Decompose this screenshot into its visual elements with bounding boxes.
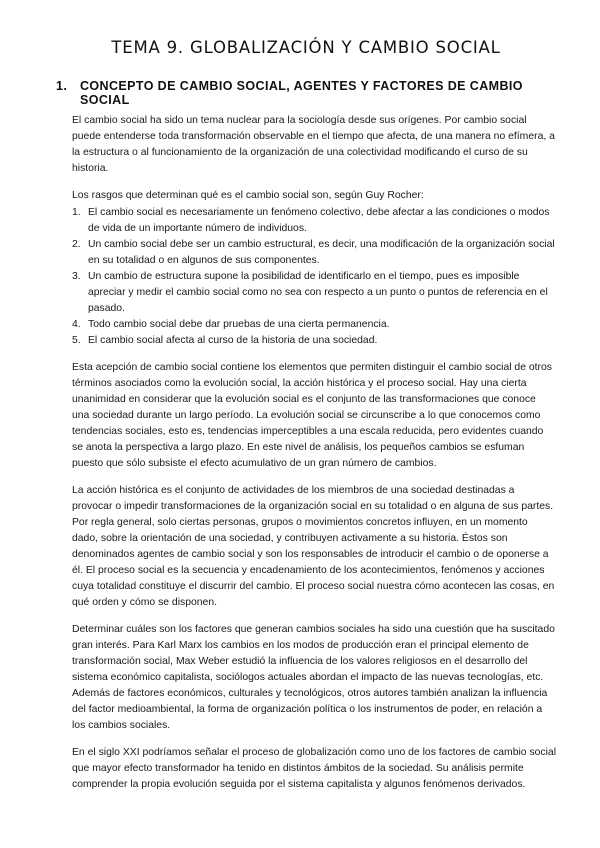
list-item — [72, 333, 556, 349]
list-item — [72, 269, 556, 317]
list-intro: Los rasgos que determinan qué es el cambio social son, según Guy Rocher: — [72, 190, 424, 201]
list-item-text: El cambio social es necesariamente un fenómeno colectivo, debe afectar a las condiciones o modos de vida de un importante número de individuos. — [88, 207, 550, 234]
list-item — [72, 237, 556, 269]
list-item-text: Un cambio de estructura supone la posibilidad de identificarlo en el tiempo, pues es imposible apreciar y medir el cambio social como no sea con respecto a un punto o puntos de referencia en el pasado. — [88, 271, 548, 314]
list-item — [72, 205, 556, 237]
list-item-number: 2. — [72, 239, 81, 250]
paragraph-factors: Determinar cuáles son los factores que generan cambios sociales ha sido una cuestión que ha suscitado gran interés. Para Karl Marx los cambios en los modos de producción eran el principal elemento de transformación social, Max Weber estudió la influencia de los valores religiosos en el desarrollo del sistema económico capitalista, sociólogos actuales abordan el impacto de las nuevas tecnologías, etc. Además de factores económicos, culturales y tecnológicos, otros autores también analizan la influencia del factor medioambiental, la forma de organización política o los instrumentos de poder, en relación a los cambios sociales. — [72, 624, 555, 731]
list-item-text: Todo cambio social debe dar pruebas de una cierta permanencia. — [88, 319, 390, 330]
list-item-number: 3. — [72, 271, 81, 282]
features-list — [72, 205, 556, 349]
list-item-number: 4. — [72, 319, 81, 330]
paragraph-definition: El cambio social ha sido un tema nuclear para la sociología desde sus orígenes. Por cambio social puede entenderse toda transformación observable en el tiempo que afecta, de una manera no efímera, a la estructura o al funcionamiento de la organización de una colectividad modificando el curso de su historia. — [72, 115, 555, 174]
list-item-number: 1. — [72, 207, 81, 218]
section-number: 1. — [56, 79, 68, 93]
section-heading — [56, 79, 556, 107]
paragraph-evolution: Esta acepción de cambio social contiene los elementos que permiten distinguir el cambio social de otros términos asociados como la evolución social, la acción histórica y el proceso social. Hay una cierta unanimidad en considerar que la evolución social es el conjunto de las transformaciones que conoce una sociedad durante un largo período. La evolución social se circunscribe a lo que conocemos como tendencias sociales, esto es, tendencias imperceptibles a una escala reducida, pero evidentes cuando se anota la perspectiva a largo plazo. En este nivel de análisis, los pequeños cambios se esfuman puesto que sólo subsiste el efecto acumulativo de un gran número de cambios. — [72, 362, 552, 469]
page-title: TEMA 9. GLOBALIZACIÓN Y CAMBIO SOCIAL — [111, 38, 501, 57]
list-item-text: Un cambio social debe ser un cambio estructural, es decir, una modificación de la organización social en su totalidad o en algunos de sus componentes. — [88, 239, 555, 266]
section-heading-text: CONCEPTO DE CAMBIO SOCIAL, AGENTES Y FACTORES DE CAMBIO SOCIAL — [80, 79, 523, 107]
list-item-text: El cambio social afecta al curso de la historia de una sociedad. — [88, 335, 378, 346]
list-item — [72, 317, 556, 333]
list-item-number: 5. — [72, 335, 81, 346]
paragraph-globalization: En el siglo XXI podríamos señalar el proceso de globalización como uno de los factores de cambio social que mayor efecto transformador ha tenido en distintos ámbitos de la sociedad. Su análisis permite comprender la propia evolución seguida por el sistema capitalista y algunos fenómenos derivados. — [72, 747, 557, 790]
section-body — [56, 113, 556, 793]
paragraph-historical-action: La acción histórica es el conjunto de actividades de los miembros de una sociedad destinadas a provocar o impedir transformaciones de la organización social en su totalidad o en alguna de sus partes. Por regla general, solo ciertas personas, grupos o movimientos concretos influyen, en un momento dado, sobre la orientación de una sociedad, y contribuyen activamente a su historia. Éstos son denominados agentes de cambio social y son los responsables de introducir el cambio o de oponerse a él. El proceso social es la secuencia y encadenamiento de los acontecimientos, fenómenos y acciones cuya totalidad constituye el discurrir del cambio. El proceso social nuestra cómo acontecen las cosas, en qué orden y cómo se disponen. — [72, 485, 555, 608]
